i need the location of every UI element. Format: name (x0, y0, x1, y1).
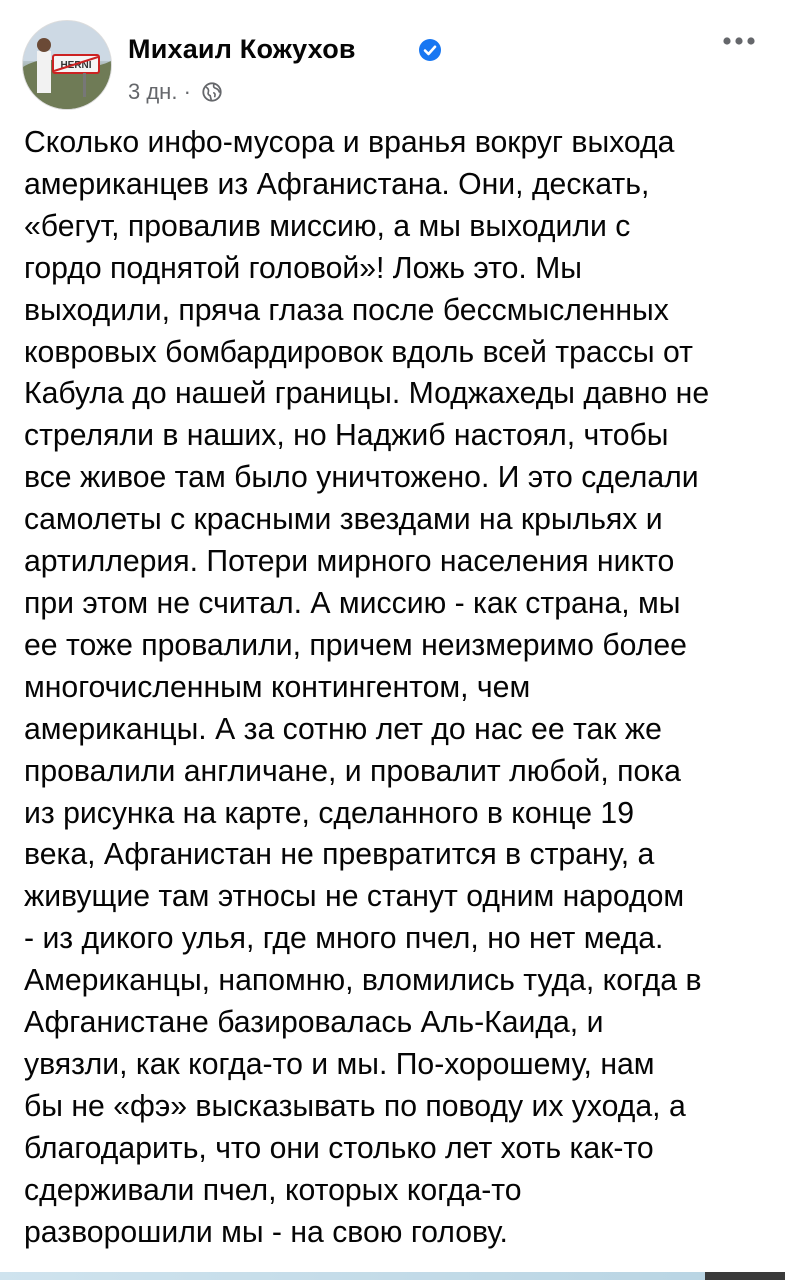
post-meta (128, 78, 223, 105)
author-name[interactable]: Михаил Кожухов (128, 34, 356, 64)
post-text: Сколько инфо-мусора и вранья вокруг выхода американцев из Афганистана. Они, дескать, «бегут, провалив миссию, а мы выходили с гордо поднятой головой»! Ложь это. Мы выходили, пряча глаза после бессмысленных ковровых бомбардировок вдоль всей трассы от Кабула до нашей границы. Моджахеды давно не стреляли в наших, но Наджиб настоял, чтобы все живое там было уничтожено. И это сделали самолеты с красными звездами на крыльях и артиллерия. Потери мирного населения никто при этом не считал. А миссию - как страна, мы ее тоже провалили, причем неизмеримо более многочисленным контингентом, чем американцы. А за сотню лет до нас ее так же провалили англичане, и провалит любой, пока из рисунка на карте, сделанного в конце 19 века, Афганистан не превратится в страну, а живущие там этносы не станут одним народом - из дикого улья, где много пчел, но нет меда. Американцы, напомню, вломились туда, когда в Афганистане базировалась Аль-Каида, и увязли, как когда-то и мы. По-хорошему, нам бы не «фэ» высказывать по поводу их ухода, а благодарить, что они столько лет хоть как-то сдерживали пчел, которых когда-то разворошили мы - на свою голову. (24, 126, 710, 1249)
meta-separator: · (183, 79, 191, 105)
verified-badge-icon (418, 38, 442, 62)
bottom-divider (0, 1272, 785, 1280)
avatar-photo (23, 21, 111, 109)
post-header (22, 20, 763, 110)
globe-icon[interactable] (201, 81, 223, 103)
post-time[interactable]: 3 дн. (128, 79, 178, 105)
avatar[interactable] (22, 20, 112, 110)
more-options-icon[interactable] (719, 28, 759, 54)
avatar-sign-text: HERNI (60, 60, 92, 71)
bottom-divider-edge (705, 1272, 785, 1280)
